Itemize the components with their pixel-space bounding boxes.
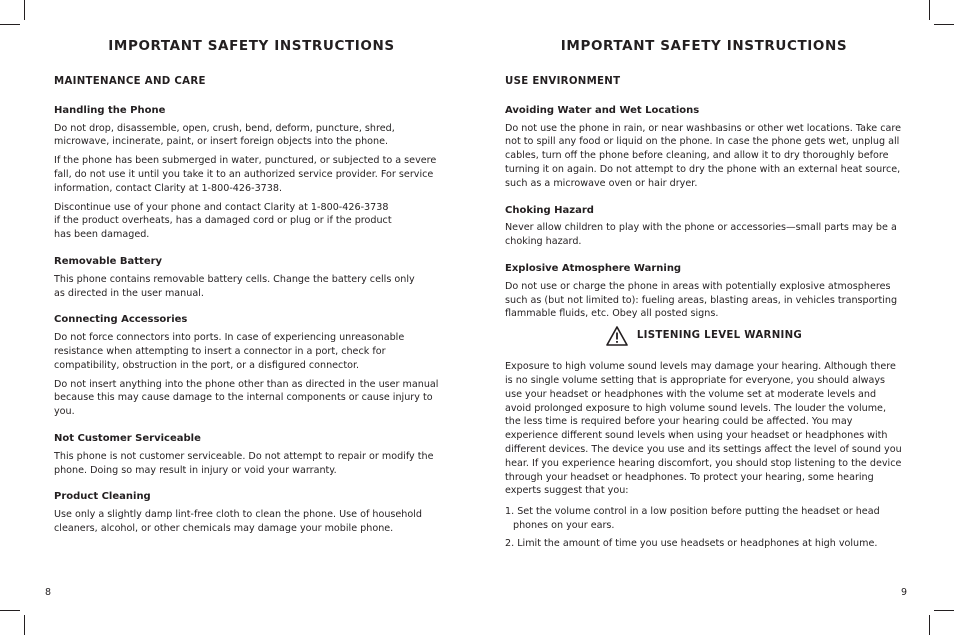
subsection-title: Not Customer Serviceable — [54, 432, 201, 444]
section-title: USE ENVIRONMENT — [505, 76, 621, 87]
subsection-removable-battery — [54, 255, 449, 300]
paragraph: Never allow children to play with the phone or accessories—small parts may be a choking hazard. — [505, 222, 897, 248]
subsection-product-cleaning — [54, 490, 449, 535]
right-page — [477, 0, 954, 635]
subsection-choking-hazard — [505, 204, 903, 249]
page-number: 8 — [45, 587, 52, 598]
page-header: IMPORTANT SAFETY INSTRUCTIONS — [560, 38, 848, 54]
subsection-title: Handling the Phone — [54, 104, 166, 116]
paragraph: Do not insert anything into the phone other than as directed in the user manual because this may cause damage to the internal components or cause injury to you. — [54, 378, 439, 418]
subsection-title: Explosive Atmosphere Warning — [505, 262, 682, 274]
subsection-handling-the-phone — [54, 104, 449, 242]
warning-title: LISTENING LEVEL WARNING — [636, 330, 803, 342]
subsection-title: Avoiding Water and Wet Locations — [505, 104, 700, 116]
subsection-explosive-atmosphere — [505, 262, 903, 321]
paragraph: If the phone has been submerged in water, punctured, or subjected to a severe fall, do not use it until you take it to an authorized service provider. For service information, contact Clarity at 1-800-426-3738. — [54, 155, 437, 194]
subsection-title: Removable Battery — [54, 255, 163, 267]
warning-body: Exposure to high volume sound levels may damage your hearing. Although there is no single volume setting that is appropriate for everyone, you should always use your headset or headphones with the volume set at moderate levels and avoid prolonged exposure to high volume sound levels. The louder the volume, the less time is required before your hearing could be affected. You may experience different sound levels when using your headset or headphones with different devices. The device you use and its settings affect the level of sound you hear. If you experience hearing discomfort, you should stop listening to the device through your headset or headphones. To protect your hearing, some hearing experts suggest that you: — [505, 361, 902, 497]
subsection-title: Product Cleaning — [54, 491, 151, 503]
paragraph: This phone contains removable battery cells. Change the battery cells only as directed in the user manual. — [54, 273, 415, 299]
warning-triangle-icon — [606, 326, 628, 346]
paragraph: Do not force connectors into ports. In case of experiencing unreasonable resistance when attempting to insert a connector in a port, check for compatibility, obstruction in the port, or a disfigured connector. — [54, 332, 405, 371]
paragraph: Use only a slightly damp lint-free cloth to clean the phone. Use of household cleaners, alcohol, or other chemicals may damage your mobile phone. — [54, 509, 423, 534]
subsection-connecting-accessories — [54, 313, 449, 419]
page-number: 9 — [901, 587, 908, 598]
subsection-title: Connecting Accessories — [54, 314, 188, 326]
subsection-avoiding-water — [505, 104, 903, 191]
listening-warning-heading — [505, 326, 903, 346]
subsection-title: Choking Hazard — [505, 204, 594, 216]
paragraph: Do not use or charge the phone in areas with potentially explosive atmospheres such as (but not limited to): fueling areas, blasting areas, in vehicles transporting flammable fluids, etc. Obey all posted signs. — [505, 280, 898, 320]
subsection-not-customer-serviceable — [54, 432, 449, 477]
paragraph: Do not use the phone in rain, or near washbasins or other wet locations. Take care not to spill any food or liquid on the phone. In case the phone gets wet, unplug all cables, turn off the phone before cleaning, and allow it to dry thoroughly before turning it on again. Do not attempt to dry the phone with an external heat source, such as a microwave oven or hair dryer. — [505, 122, 902, 189]
page-header: IMPORTANT SAFETY INSTRUCTIONS — [108, 38, 395, 54]
right-page-content — [505, 75, 903, 555]
section-title: MAINTENANCE AND CARE — [54, 76, 206, 87]
left-page-content — [54, 75, 449, 549]
list-item: 1. Set the volume control in a low position before putting the headset or head phones on your ears. — [505, 506, 880, 531]
paragraph: Do not drop, disassemble, open, crush, bend, deform, puncture, shred, microwave, incinerate, paint, or insert foreign objects into the phone. — [54, 122, 395, 148]
paragraph: Discontinue use of your phone and contact Clarity at 1-800-426-3738 if the product overheats, has a damaged cord or plug or if the product has been damaged. — [54, 201, 392, 241]
list-item: 2. Limit the amount of time you use headsets or headphones at high volume. — [505, 537, 878, 549]
paragraph: This phone is not customer serviceable. Do not attempt to repair or modify the phone. Doing so may result in injury or void your warranty. — [54, 450, 434, 476]
